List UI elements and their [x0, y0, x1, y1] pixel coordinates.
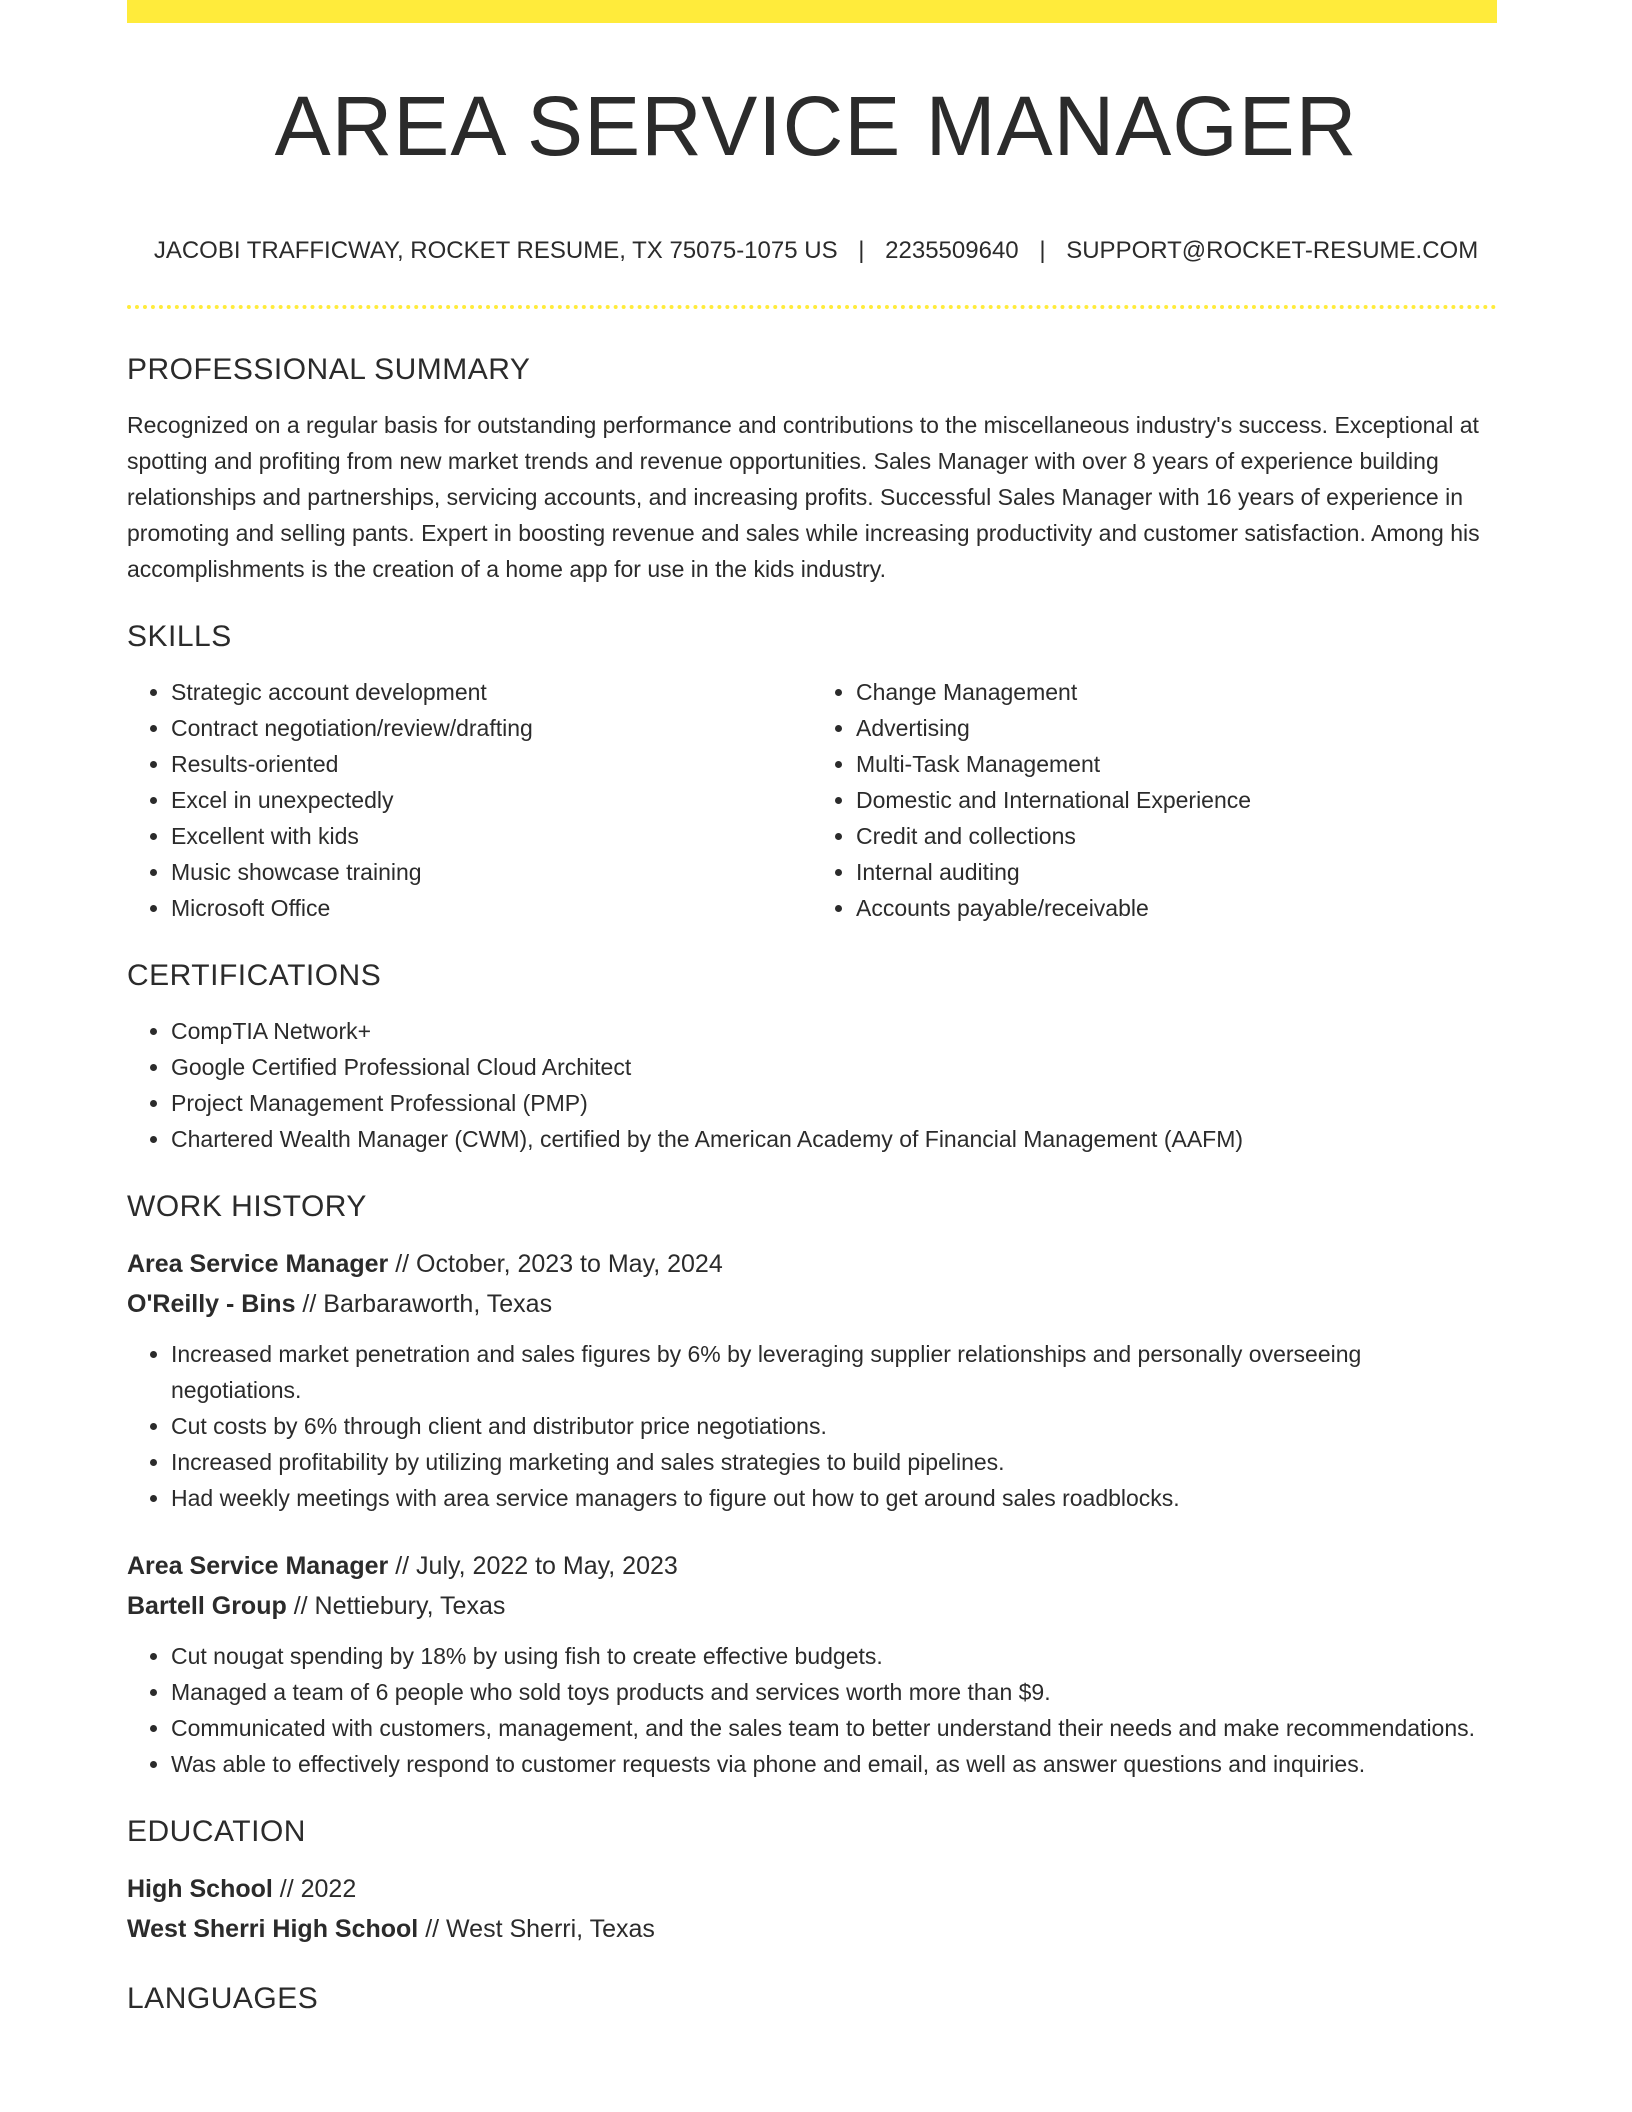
education-location: // West Sherri, Texas [418, 1915, 655, 1943]
languages-section [127, 1979, 1497, 2018]
contact-address: JACOBI TRAFFICWAY, ROCKET RESUME, TX 75075-1075 US [153, 237, 838, 264]
job-title: Area Service Manager [127, 1250, 389, 1278]
skill-item: • Advertising [856, 710, 1497, 746]
summary-section [127, 350, 1497, 587]
certifications-heading: CERTIFICATIONS [127, 959, 382, 992]
dotted-divider [127, 305, 1497, 309]
job-dates: // July, 2022 to May, 2023 [388, 1552, 678, 1580]
job-bullet: • Increased profitability by utilizing marketing and sales strategies to build pipelines. [171, 1444, 1497, 1480]
job-bullet: • Cut costs by 6% through client and distributor price negotiations. [171, 1408, 1497, 1444]
job-title-line [127, 1244, 1497, 1284]
job-bullet: • Communicated with customers, management, and the sales team to better understand their needs and make recommendations. [171, 1710, 1497, 1746]
skills-section [127, 617, 1497, 926]
contact-email: SUPPORT@ROCKET-RESUME.COM [1066, 237, 1479, 264]
certification-item: • CompTIA Network+ [171, 1013, 1497, 1049]
job-bullets [127, 1336, 1497, 1516]
certifications-section [127, 956, 1497, 1157]
job-bullet: • Cut nougat spending by 18% by using fish to create effective budgets. [171, 1638, 1497, 1674]
education-heading: EDUCATION [127, 1815, 306, 1848]
work-history-section [127, 1187, 1497, 1782]
resume-name-title: AREA SERVICE MANAGER [274, 79, 1358, 173]
education-section [127, 1812, 1497, 1949]
skill-item: • Strategic account development [171, 674, 812, 710]
skill-item: • Multi-Task Management [856, 746, 1497, 782]
skill-item: • Credit and collections [856, 818, 1497, 854]
job-entry [127, 1244, 1497, 1516]
contact-separator: | [858, 237, 865, 264]
education-school: West Sherri High School [127, 1915, 419, 1943]
skills-columns [127, 674, 1497, 926]
skill-item: • Microsoft Office [171, 890, 812, 926]
education-degree: High School [127, 1875, 273, 1903]
summary-heading: PROFESSIONAL SUMMARY [127, 353, 531, 386]
skill-item: • Music showcase training [171, 854, 812, 890]
skill-item: • Excel in unexpectedly [171, 782, 812, 818]
job-company: O'Reilly - Bins [127, 1290, 296, 1318]
skill-item: • Contract negotiation/review/drafting [171, 710, 812, 746]
job-title-line [127, 1546, 1497, 1586]
skill-item: • Accounts payable/receivable [856, 890, 1497, 926]
job-bullet: • Had weekly meetings with area service managers to figure out how to get around sales roadblocks. [171, 1480, 1497, 1516]
job-bullets [127, 1638, 1497, 1782]
skill-item: • Internal auditing [856, 854, 1497, 890]
skill-item: • Results-oriented [171, 746, 812, 782]
skills-right-list [812, 674, 1497, 926]
skills-heading: SKILLS [127, 620, 232, 653]
contact-line [0, 237, 1632, 265]
summary-text: Recognized on a regular basis for outstanding performance and contributions to the miscellaneous industry's success. Exceptional at spotting and profiting from new market trends and revenue opportunities. Sales Manager with over 8 years of experience building relationships and partnerships, servicing accounts, and increasing profits. Successful Sales Manager with 16 years of experience in promoting and selling pants. Expert in boosting revenue and sales while increasing productivity and customer satisfaction. Among his accomplishments is the creation of a home app for use in the kids industry. [127, 412, 1480, 582]
certification-item: • Google Certified Professional Cloud Architect [171, 1049, 1497, 1085]
job-title: Area Service Manager [127, 1552, 389, 1580]
accent-top-bar [127, 0, 1497, 23]
certification-item: • Project Management Professional (PMP) [171, 1085, 1497, 1121]
job-location: // Nettiebury, Texas [286, 1592, 506, 1620]
certifications-list [127, 1013, 1497, 1157]
languages-heading: LANGUAGES [127, 1982, 319, 2015]
certification-item: • Chartered Wealth Manager (CWM), certified by the American Academy of Financial Management (AAFM) [171, 1121, 1497, 1157]
skill-item: • Change Management [856, 674, 1497, 710]
job-bullet: • Was able to effectively respond to customer requests via phone and email, as well as answer questions and inquiries. [171, 1746, 1497, 1782]
job-dates: // October, 2023 to May, 2024 [388, 1250, 723, 1278]
skill-item: • Excellent with kids [171, 818, 812, 854]
work-history-heading: WORK HISTORY [127, 1190, 367, 1223]
contact-phone: 2235509640 [885, 237, 1019, 264]
resume-content [127, 350, 1497, 2018]
skill-item: • Domestic and International Experience [856, 782, 1497, 818]
job-bullet: • Managed a team of 6 people who sold toys products and services worth more than $9. [171, 1674, 1497, 1710]
contact-separator: | [1039, 237, 1046, 264]
job-entry [127, 1546, 1497, 1782]
job-company-line [127, 1586, 1497, 1626]
job-location: // Barbaraworth, Texas [295, 1290, 553, 1318]
education-degree-line [127, 1869, 1497, 1909]
education-year: // 2022 [272, 1875, 357, 1903]
job-bullet: • Increased market penetration and sales figures by 6% by leveraging supplier relationships and personally overseeing negotiations. [171, 1336, 1497, 1408]
skills-left-list [127, 674, 812, 926]
education-school-line [127, 1909, 1497, 1949]
job-company: Bartell Group [127, 1592, 287, 1620]
job-company-line [127, 1284, 1497, 1324]
